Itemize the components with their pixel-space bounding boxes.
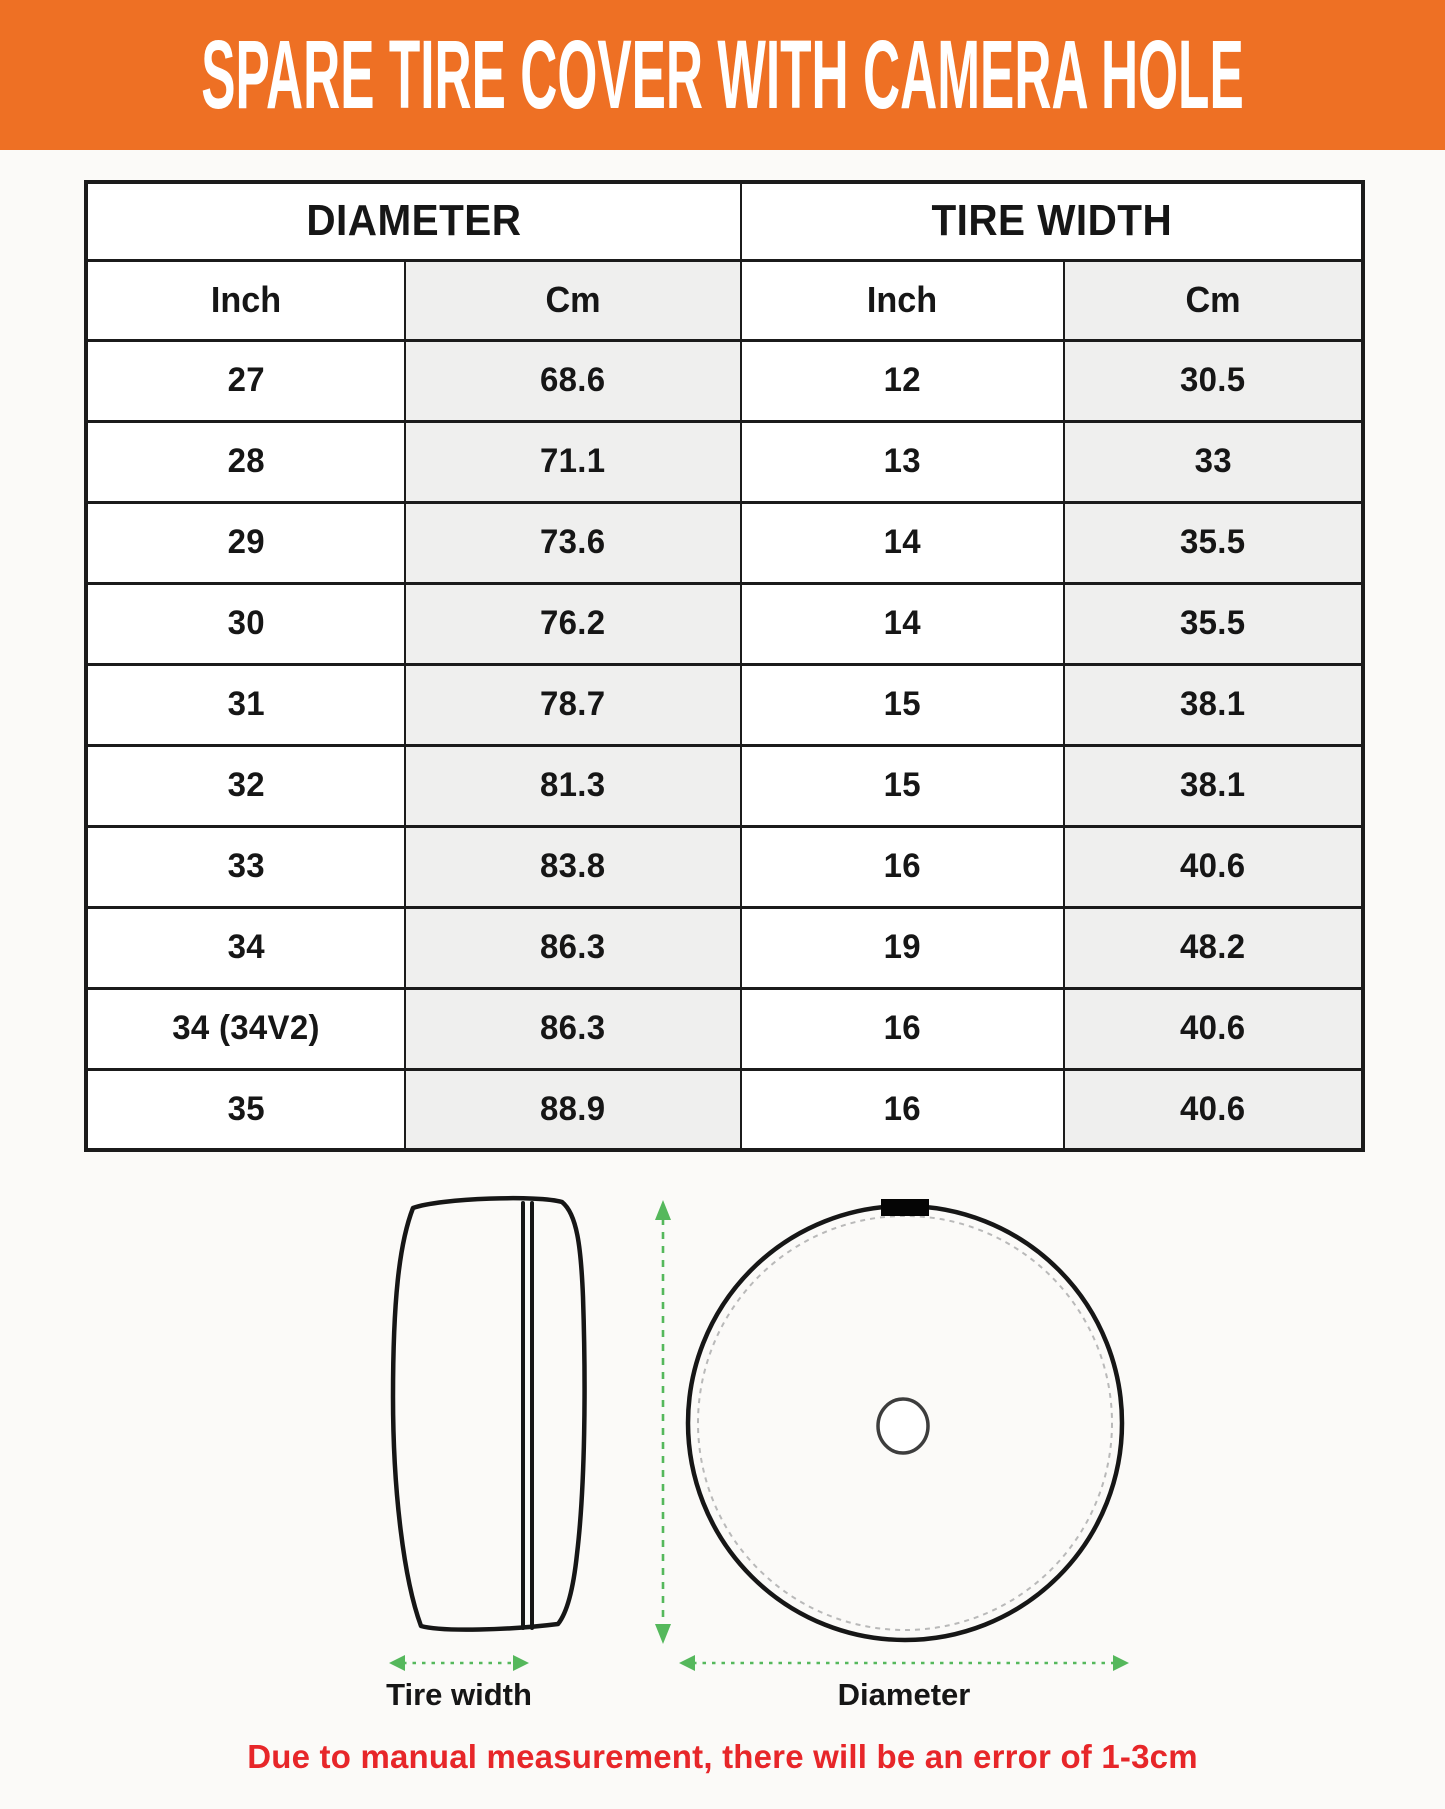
table-row	[86, 583, 1363, 664]
table-cell: 83.8	[405, 826, 741, 907]
table-cell: 30	[86, 583, 405, 664]
table-cell: 86.3	[405, 988, 741, 1069]
table-cell: 14	[741, 502, 1064, 583]
table-row	[86, 826, 1363, 907]
arrow-left-icon	[679, 1655, 695, 1671]
title-banner	[0, 0, 1445, 150]
table-cell: 86.3	[405, 907, 741, 988]
table-subheader-row	[86, 260, 1363, 340]
table-cell: 35.5	[1064, 502, 1363, 583]
table-cell: 29	[86, 502, 405, 583]
table-cell: 13	[741, 421, 1064, 502]
table-row	[86, 907, 1363, 988]
page-title: SPARE TIRE COVER WITH CAMERA HOLE	[201, 20, 1244, 129]
table-group-header-row	[86, 182, 1363, 260]
table-cell: 33	[86, 826, 405, 907]
table-cell: 14	[741, 583, 1064, 664]
table-cell: 73.6	[405, 502, 741, 583]
table-cell: 76.2	[405, 583, 741, 664]
table-cell: 27	[86, 340, 405, 421]
table-cell: 33	[1064, 421, 1363, 502]
table-row	[86, 745, 1363, 826]
table-cell: 71.1	[405, 421, 741, 502]
table-cell: 38.1	[1064, 745, 1363, 826]
table-cell: 34	[86, 907, 405, 988]
subheader-diameter-cm: Cm	[405, 260, 741, 340]
table-cell: 15	[741, 745, 1064, 826]
subheader-width-inch: Inch	[741, 260, 1064, 340]
size-table-wrapper	[84, 180, 1361, 1152]
table-cell: 12	[741, 340, 1064, 421]
table-cell: 40.6	[1064, 1069, 1363, 1150]
table-row	[86, 988, 1363, 1069]
table-cell: 32	[86, 745, 405, 826]
tire-diagram	[0, 1152, 1445, 1732]
table-row	[86, 340, 1363, 421]
table-cell: 40.6	[1064, 988, 1363, 1069]
table-cell: 30.5	[1064, 340, 1363, 421]
table-cell: 78.7	[405, 664, 741, 745]
table-cell: 48.2	[1064, 907, 1363, 988]
table-cell: 16	[741, 988, 1064, 1069]
table-cell: 81.3	[405, 745, 741, 826]
measurement-note: Due to manual measurement, there will be an error of 1-3cm	[247, 1738, 1198, 1775]
tire-side-view-outline	[393, 1198, 585, 1629]
arrow-up-icon	[655, 1200, 671, 1220]
table-row	[86, 502, 1363, 583]
table-cell: 88.9	[405, 1069, 741, 1150]
arrow-right-icon	[1113, 1655, 1129, 1671]
table-cell: 40.6	[1064, 826, 1363, 907]
table-cell: 68.6	[405, 340, 741, 421]
table-cell: 35.5	[1064, 583, 1363, 664]
header-diameter: DIAMETER	[86, 182, 741, 260]
table-cell: 35	[86, 1069, 405, 1150]
arrow-left-icon	[389, 1655, 405, 1671]
table-cell: 34 (34V2)	[86, 988, 405, 1069]
size-table	[84, 180, 1365, 1152]
top-notch-marker	[881, 1199, 929, 1216]
diameter-label: Diameter	[837, 1677, 971, 1712]
arrow-right-icon	[513, 1655, 529, 1671]
arrow-down-icon	[655, 1624, 671, 1644]
table-cell: 16	[741, 1069, 1064, 1150]
table-row	[86, 664, 1363, 745]
table-cell: 15	[741, 664, 1064, 745]
table-cell: 19	[741, 907, 1064, 988]
subheader-diameter-inch: Inch	[86, 260, 405, 340]
table-cell: 16	[741, 826, 1064, 907]
table-row	[86, 421, 1363, 502]
table-cell: 28	[86, 421, 405, 502]
header-tire-width: TIRE WIDTH	[741, 182, 1363, 260]
table-cell: 38.1	[1064, 664, 1363, 745]
camera-hole-circle	[878, 1399, 928, 1453]
table-row	[86, 1069, 1363, 1150]
tire-diagram-canvas	[0, 1152, 1445, 1732]
subheader-width-cm: Cm	[1064, 260, 1363, 340]
tire-width-label: Tire width	[386, 1677, 532, 1712]
table-cell: 31	[86, 664, 405, 745]
